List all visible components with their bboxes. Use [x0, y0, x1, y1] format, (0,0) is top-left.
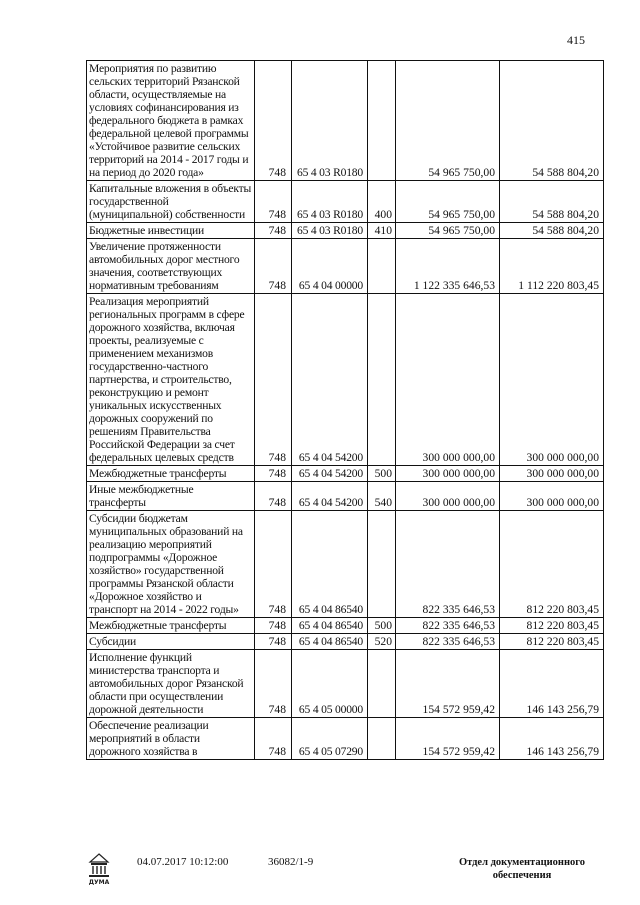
row-amount-2019: 1 112 220 803,45 — [500, 239, 604, 294]
row-amount-2018: 54 965 750,00 — [396, 181, 500, 223]
table-row — [87, 511, 604, 618]
row-ministry-code: 748 — [255, 650, 292, 718]
page-number: 415 — [567, 33, 585, 47]
row-ministry-code: 748 — [255, 618, 292, 634]
row-ministry-code: 748 — [255, 511, 292, 618]
table-body — [87, 61, 604, 760]
table-row — [87, 634, 604, 650]
row-name: Обеспечение реализации мероприятий в области дорожного хозяйства в — [87, 718, 255, 760]
row-name: Межбюджетные трансферты — [87, 466, 255, 482]
row-amount-2018: 300 000 000,00 — [396, 466, 500, 482]
row-amount-2018: 822 335 646,53 — [396, 511, 500, 618]
row-target-article: 65 4 04 86540 — [292, 511, 368, 618]
table-row — [87, 718, 604, 760]
row-target-article: 65 4 04 00000 — [292, 239, 368, 294]
budget-table — [86, 60, 604, 760]
row-target-article: 65 4 05 00000 — [292, 650, 368, 718]
row-expense-type — [368, 239, 396, 294]
row-expense-type — [368, 718, 396, 760]
row-amount-2019: 812 220 803,45 — [500, 618, 604, 634]
row-name: Исполнение функций министерства транспорта и автомобильных дорог Рязанской области при осуществлении дорожной деятельности — [87, 650, 255, 718]
row-ministry-code: 748 — [255, 239, 292, 294]
table-row — [87, 466, 604, 482]
footer-doc-number: 36082/1-9 — [268, 856, 314, 868]
logo-text: ДУМА — [88, 879, 110, 886]
row-ministry-code: 748 — [255, 61, 292, 181]
row-amount-2019: 300 000 000,00 — [500, 466, 604, 482]
row-expense-type: 400 — [368, 181, 396, 223]
row-target-article: 65 4 03 R0180 — [292, 61, 368, 181]
row-amount-2019: 54 588 804,20 — [500, 61, 604, 181]
row-expense-type: 500 — [368, 466, 396, 482]
row-target-article: 65 4 03 R0180 — [292, 181, 368, 223]
row-name: Мероприятия по развитию сельских территорий Рязанской области, осуществляемые на условиях софинансирования из федерального бюджета в рамках федеральной целевой программы «Устойчивое развитие сельских территорий на 2014 - 2017 годы и на период до 2020 года» — [87, 61, 255, 181]
row-ministry-code: 748 — [255, 294, 292, 466]
row-amount-2019: 146 143 256,79 — [500, 650, 604, 718]
row-expense-type — [368, 294, 396, 466]
row-expense-type — [368, 61, 396, 181]
row-expense-type: 520 — [368, 634, 396, 650]
footer-department: Отдел документационного обеспечения — [458, 857, 586, 881]
row-name: Межбюджетные трансферты — [87, 618, 255, 634]
row-target-article: 65 4 05 07290 — [292, 718, 368, 760]
table-row — [87, 223, 604, 239]
row-ministry-code: 748 — [255, 181, 292, 223]
table-row — [87, 61, 604, 181]
table-row — [87, 181, 604, 223]
table-row — [87, 294, 604, 466]
row-amount-2018: 1 122 335 646,53 — [396, 239, 500, 294]
table-row — [87, 239, 604, 294]
row-expense-type — [368, 650, 396, 718]
row-amount-2018: 822 335 646,53 — [396, 618, 500, 634]
row-name: Субсидии — [87, 634, 255, 650]
table-row — [87, 650, 604, 718]
row-ministry-code: 748 — [255, 718, 292, 760]
row-amount-2018: 300 000 000,00 — [396, 482, 500, 511]
row-expense-type: 500 — [368, 618, 396, 634]
row-target-article: 65 4 04 86540 — [292, 618, 368, 634]
row-amount-2019: 146 143 256,79 — [500, 718, 604, 760]
row-amount-2018: 300 000 000,00 — [396, 294, 500, 466]
row-target-article: 65 4 03 R0180 — [292, 223, 368, 239]
row-amount-2019: 54 588 804,20 — [500, 181, 604, 223]
row-amount-2018: 822 335 646,53 — [396, 634, 500, 650]
row-amount-2018: 54 965 750,00 — [396, 223, 500, 239]
table-row — [87, 618, 604, 634]
row-name: Иные межбюджетные трансферты — [87, 482, 255, 511]
row-amount-2019: 812 220 803,45 — [500, 634, 604, 650]
row-ministry-code: 748 — [255, 223, 292, 239]
row-amount-2019: 300 000 000,00 — [500, 294, 604, 466]
row-target-article: 65 4 04 54200 — [292, 466, 368, 482]
duma-emblem-icon — [86, 852, 112, 886]
row-name: Бюджетные инвестиции — [87, 223, 255, 239]
row-name: Увеличение протяженности автомобильных дорог местного значения, соответствующих нормативным требованиям — [87, 239, 255, 294]
row-amount-2018: 154 572 959,42 — [396, 650, 500, 718]
row-target-article: 65 4 04 54200 — [292, 294, 368, 466]
row-target-article: 65 4 04 86540 — [292, 634, 368, 650]
row-target-article: 65 4 04 54200 — [292, 482, 368, 511]
row-amount-2019: 812 220 803,45 — [500, 511, 604, 618]
row-amount-2019: 54 588 804,20 — [500, 223, 604, 239]
row-amount-2018: 54 965 750,00 — [396, 61, 500, 181]
table-row — [87, 482, 604, 511]
row-name: Капитальные вложения в объекты государственной (муниципальной) собственности — [87, 181, 255, 223]
row-ministry-code: 748 — [255, 482, 292, 511]
row-expense-type: 540 — [368, 482, 396, 511]
row-amount-2018: 154 572 959,42 — [396, 718, 500, 760]
footer-date: 04.07.2017 10:12:00 — [137, 856, 229, 868]
row-name: Субсидии бюджетам муниципальных образований на реализацию мероприятий подпрограммы «Дорожное хозяйство» государственной программы Рязанской области «Дорожное хозяйство и транспорт на 2014 - 2022 годы» — [87, 511, 255, 618]
row-amount-2019: 300 000 000,00 — [500, 482, 604, 511]
row-ministry-code: 748 — [255, 466, 292, 482]
row-expense-type — [368, 511, 396, 618]
row-ministry-code: 748 — [255, 634, 292, 650]
row-expense-type: 410 — [368, 223, 396, 239]
row-name: Реализация мероприятий региональных программ в сфере дорожного хозяйства, включая проекты, реализуемые с применением механизмов государственно-частного партнерства, и строительство, реконструкцию и ремонт уникальных искусственных дорожных сооружений по решениям Правительства Российской Федерации за счет федеральных целевых средств — [87, 294, 255, 466]
